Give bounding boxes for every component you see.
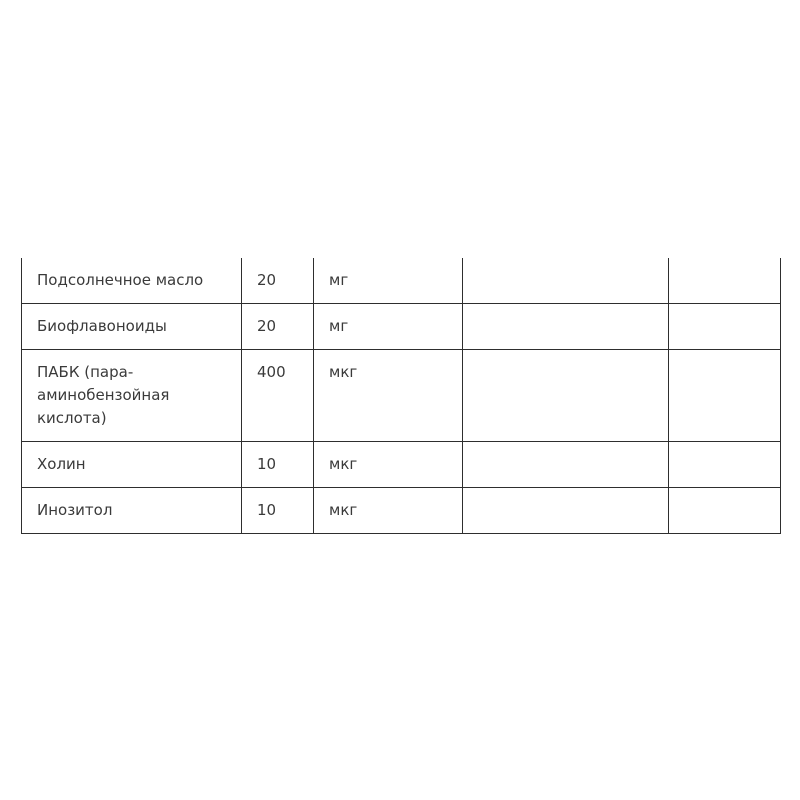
amount-cell: 10 (242, 442, 314, 488)
amount-cell: 20 (242, 304, 314, 350)
amount-cell: 10 (242, 488, 314, 534)
amount-cell: 400 (242, 350, 314, 442)
empty-cell (669, 442, 781, 488)
empty-cell (669, 350, 781, 442)
unit-cell: мкг (314, 442, 463, 488)
unit-cell: мг (314, 258, 463, 304)
ingredient-name-cell: Инозитол (22, 488, 242, 534)
table-row (22, 442, 781, 488)
table-row (22, 258, 781, 304)
ingredient-name-cell: Подсолнечное масло (22, 258, 242, 304)
empty-cell (669, 304, 781, 350)
empty-cell (669, 488, 781, 534)
empty-cell (463, 304, 669, 350)
ingredient-name-cell: Холин (22, 442, 242, 488)
unit-cell: мг (314, 304, 463, 350)
empty-cell (669, 258, 781, 304)
empty-cell (463, 442, 669, 488)
table-row (22, 350, 781, 442)
unit-cell: мкг (314, 350, 463, 442)
ingredient-name-cell: Биофлавоноиды (22, 304, 242, 350)
ingredients-table-container (21, 258, 780, 534)
ingredients-table (21, 258, 781, 534)
unit-cell: мкг (314, 488, 463, 534)
ingredient-name-cell: ПАБК (пара-аминобензойная кислота) (22, 350, 242, 442)
empty-cell (463, 350, 669, 442)
amount-cell: 20 (242, 258, 314, 304)
empty-cell (463, 488, 669, 534)
table-row (22, 304, 781, 350)
table-row (22, 488, 781, 534)
empty-cell (463, 258, 669, 304)
